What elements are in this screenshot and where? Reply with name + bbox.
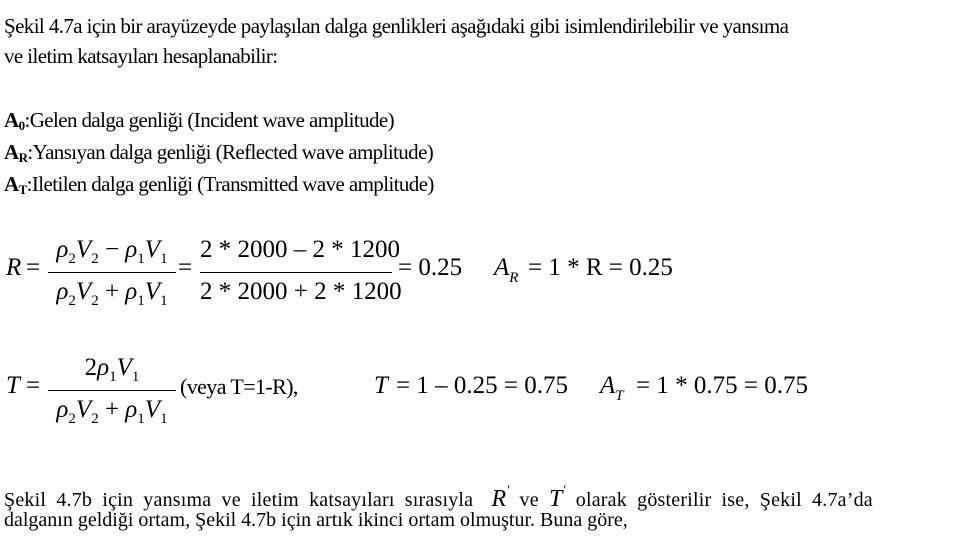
eq-r-frac1-denominator: $\rho_2V_2 + \rho_1V_1$ [56, 278, 168, 309]
definition-incident [4, 108, 394, 138]
p2-text-b: ve [519, 489, 539, 511]
def-sub: 0 [18, 118, 25, 133]
eq-r-amplitude: $A_R$ [494, 254, 519, 286]
definition-transmitted [4, 172, 434, 202]
eq-t-amplitude-expr: = 1 * 0.75 = 0.75 [636, 372, 808, 399]
def-text: :Iletilen dalga genliği (Transmitted wave amplitude) [26, 172, 434, 196]
equation-reflection [0, 232, 960, 312]
equation-transmission [0, 350, 960, 430]
eq-t-fraction [48, 350, 176, 430]
def-text: :Gelen dalga genliği (Incident wave amplitude) [24, 108, 394, 132]
eq-r-frac1-numerator: $\rho_2V_2 - \rho_1V_1$ [56, 236, 168, 267]
fraction-bar [48, 272, 176, 273]
fraction-bar [200, 272, 392, 273]
eq-r-frac2-denominator: 2 * 2000 + 2 * 1200 [200, 278, 402, 305]
eq-r-result: = 0.25 [398, 254, 463, 281]
eq-t-symbol: T [374, 372, 388, 399]
eq-r-fraction-symbolic [48, 232, 176, 312]
eq-r-frac2-numerator: 2 * 2000 – 2 * 1200 [200, 236, 400, 263]
p2-t-prime: T' [549, 482, 566, 512]
eq-t-expr: = 1 – 0.25 = 0.75 [396, 372, 568, 399]
def-sub: T [18, 182, 27, 197]
eq-r-lhs: R [6, 254, 22, 281]
def-symbol: A [4, 108, 19, 132]
definition-reflected [4, 140, 433, 170]
def-symbol: A [4, 172, 19, 196]
def-text: :Yansıyan dalga genliği (Reflected wave amplitude) [27, 140, 434, 164]
p2-text-c: olarak gösterilir ise, Şekil 4.7a’da [575, 489, 873, 511]
eq-r-amplitude-expr: = 1 * R = 0.25 [528, 254, 673, 281]
paragraph-1-line-1: Şekil 4.7a için bir arayüzeyde paylaşılan dalga genlikleri aşağıdaki gibi isimlendirilebilir ve yansıma [4, 14, 789, 38]
def-sub: R [18, 150, 28, 165]
p2-r-prime: R' [491, 482, 510, 512]
p2-text-a: Şekil 4.7b için yansıma ve iletim katsayıları sırasıyla [4, 489, 474, 511]
eq-r-equals-2: = [178, 254, 193, 281]
eq-r-equals: = [26, 254, 41, 281]
eq-t-amplitude: $A_T$ [600, 372, 624, 404]
eq-t-note: (veya T=1-R), [180, 374, 298, 399]
fraction-bar [48, 390, 176, 391]
eq-t-lhs: T [6, 372, 20, 399]
eq-r-fraction-numeric [200, 232, 402, 312]
paragraph-2-line-1 [4, 478, 873, 512]
def-symbol: A [4, 140, 19, 164]
paragraph-2-line-2: dalganın geldiği ortam, Şekil 4.7b için artık ikinci ortam olmuştur. Buna göre, [4, 509, 628, 531]
eq-t-equals: = [26, 372, 41, 399]
eq-t-denominator: $\rho_2V_2 + \rho_1V_1$ [56, 396, 168, 427]
eq-t-numerator: $2\rho_1V_1$ [84, 354, 140, 385]
paragraph-1-line-2: ve iletim katsayıları hesaplanabilir: [4, 44, 278, 68]
